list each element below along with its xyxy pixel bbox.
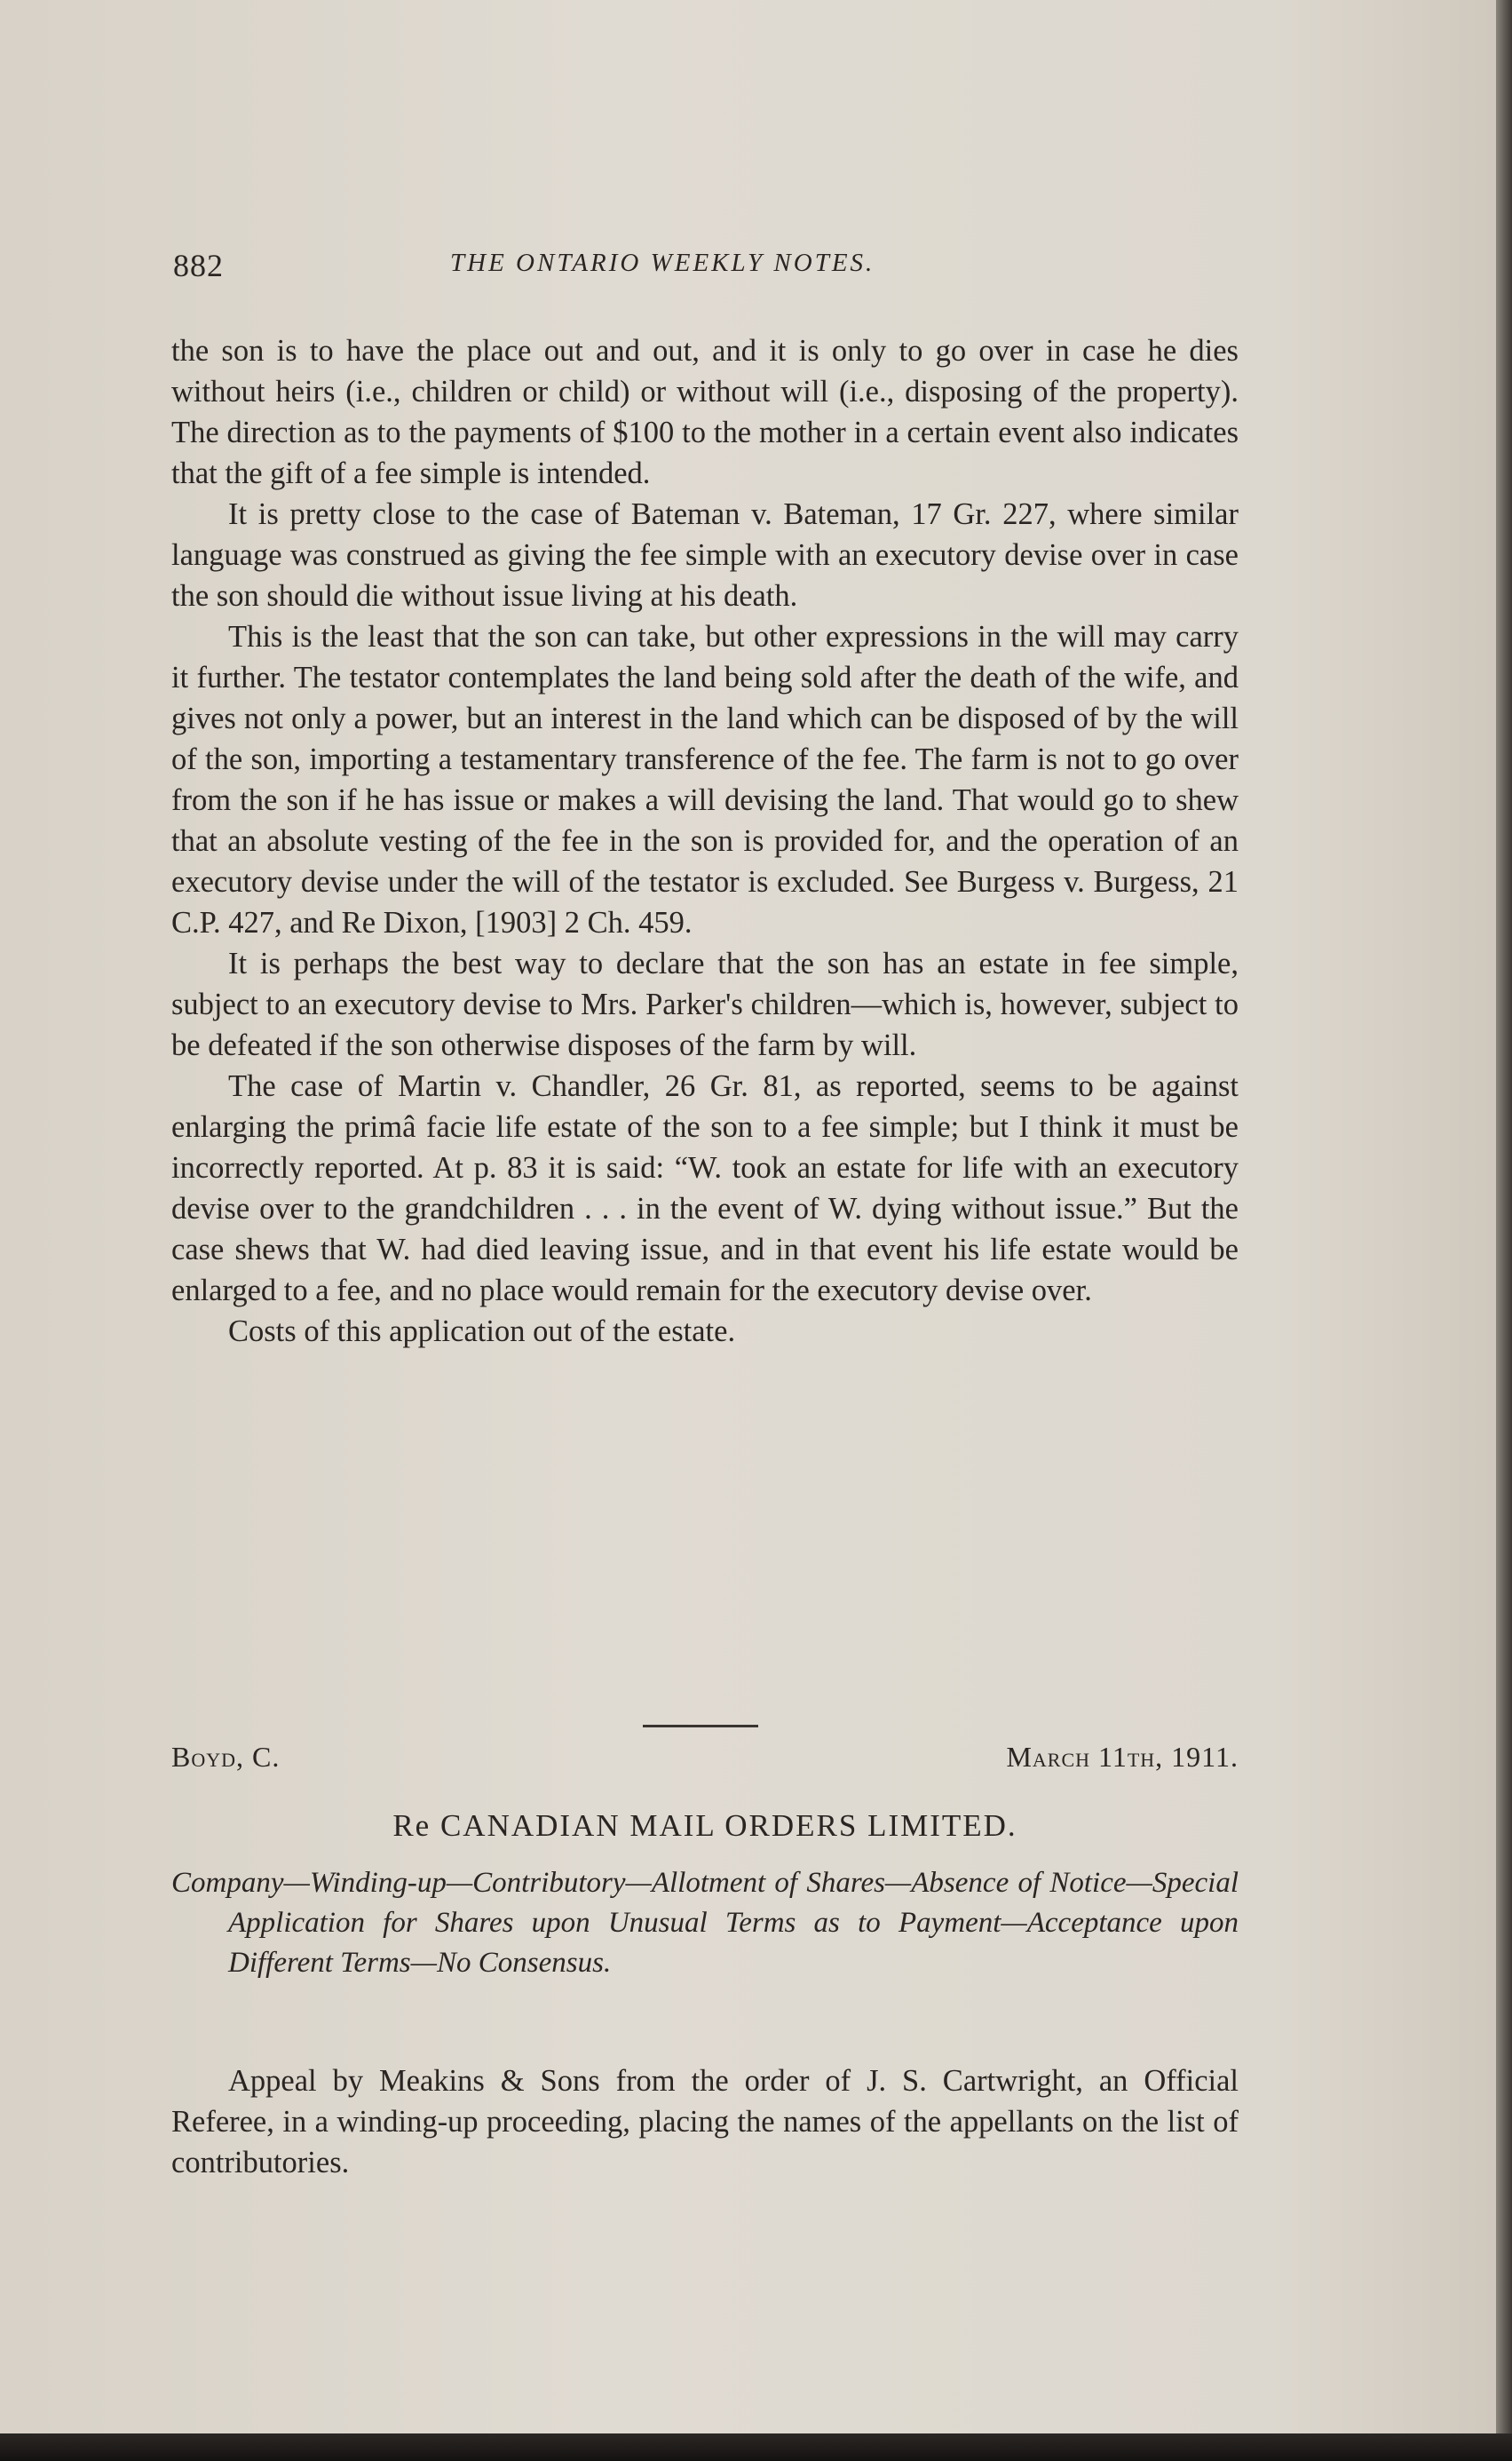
paragraph: Costs of this application out of the estate.: [228, 1314, 736, 1348]
decision-date: March 11th, 1911.: [1006, 1741, 1239, 1773]
page-number: 882: [173, 248, 224, 283]
paragraph: the son is to have the place out and out, and it is only to go over in case he dies without heirs (i.e., children or child) or without will (i.e., disposing of the property). The direction as to the payments of $100 to the mother in a certain event also indicates that the gift of a fee simple is intended.: [171, 334, 1239, 490]
paragraph: The case of Martin v. Chandler, 26 Gr. 81, as reported, seems to be against enlarging the primâ facie life estate of the son to a fee simple; but I think it must be incorrectly reported. At p. 83 it is said: “W. took an estate for life with an executory devise over to the grandchildren . . . in the event of W. dying without issue.” But the case shews that W. had died leaving issue, and in that event his life estate would be enlarged to a fee, and no place would remain for the executory devise over.: [171, 1069, 1239, 1307]
headnote: Company—Winding-up—Contributory—Allotment of Shares—Absence of Notice—Special Application for Shares upon Unusual Terms as to Payment—Acceptance upon Different Terms—No Consensus.: [171, 1867, 1239, 1979]
paragraph: It is pretty close to the case of Bateman v. Bateman, 17 Gr. 227, where similar language was construed as giving the fee simple with an executory devise over in case the son should die without issue living at his death.: [171, 497, 1239, 613]
body-text: [171, 330, 1239, 1352]
judge-name: Boyd, C.: [171, 1741, 281, 1773]
case-title: Re CANADIAN MAIL ORDERS LIMITED.: [392, 1808, 1017, 1843]
case-header: [171, 1741, 1239, 1785]
appeal-paragraph: Appeal by Meakins & Sons from the order of J. S. Cartwright, an Official Referee, in a winding-up proceeding, placing the names of the appellants on the list of contributories.: [171, 2064, 1239, 2179]
page-bottom-edge: [0, 2433, 1512, 2461]
paragraph: It is perhaps the best way to declare that the son has an estate in fee simple, subject to an executory devise to Mrs. Parker's children—which is, however, subject to be defeated if the son otherwise disposes of the farm by will.: [171, 947, 1239, 1062]
paragraph: This is the least that the son can take, but other expressions in the will may carry it further. The testator contemplates the land being sold after the death of the wife, and gives not only a power, but an interest in the land which can be disposed of by the will of the son, importing a testamentary transference of the fee. The farm is not to go over from the son if he has issue or makes a will devising the land. That would go to shew that an absolute vesting of the fee in the son is provided for, and the operation of an executory devise under the will of the testator is excluded. See Burgess v. Burgess, 21 C.P. 427, and Re Dixon, [1903] 2 Ch. 459.: [171, 620, 1239, 940]
page-header: [173, 247, 1239, 291]
section-divider: [643, 1725, 758, 1727]
book-spine-shadow: [1496, 0, 1512, 2461]
running-title: THE ONTARIO WEEKLY NOTES.: [450, 249, 875, 277]
